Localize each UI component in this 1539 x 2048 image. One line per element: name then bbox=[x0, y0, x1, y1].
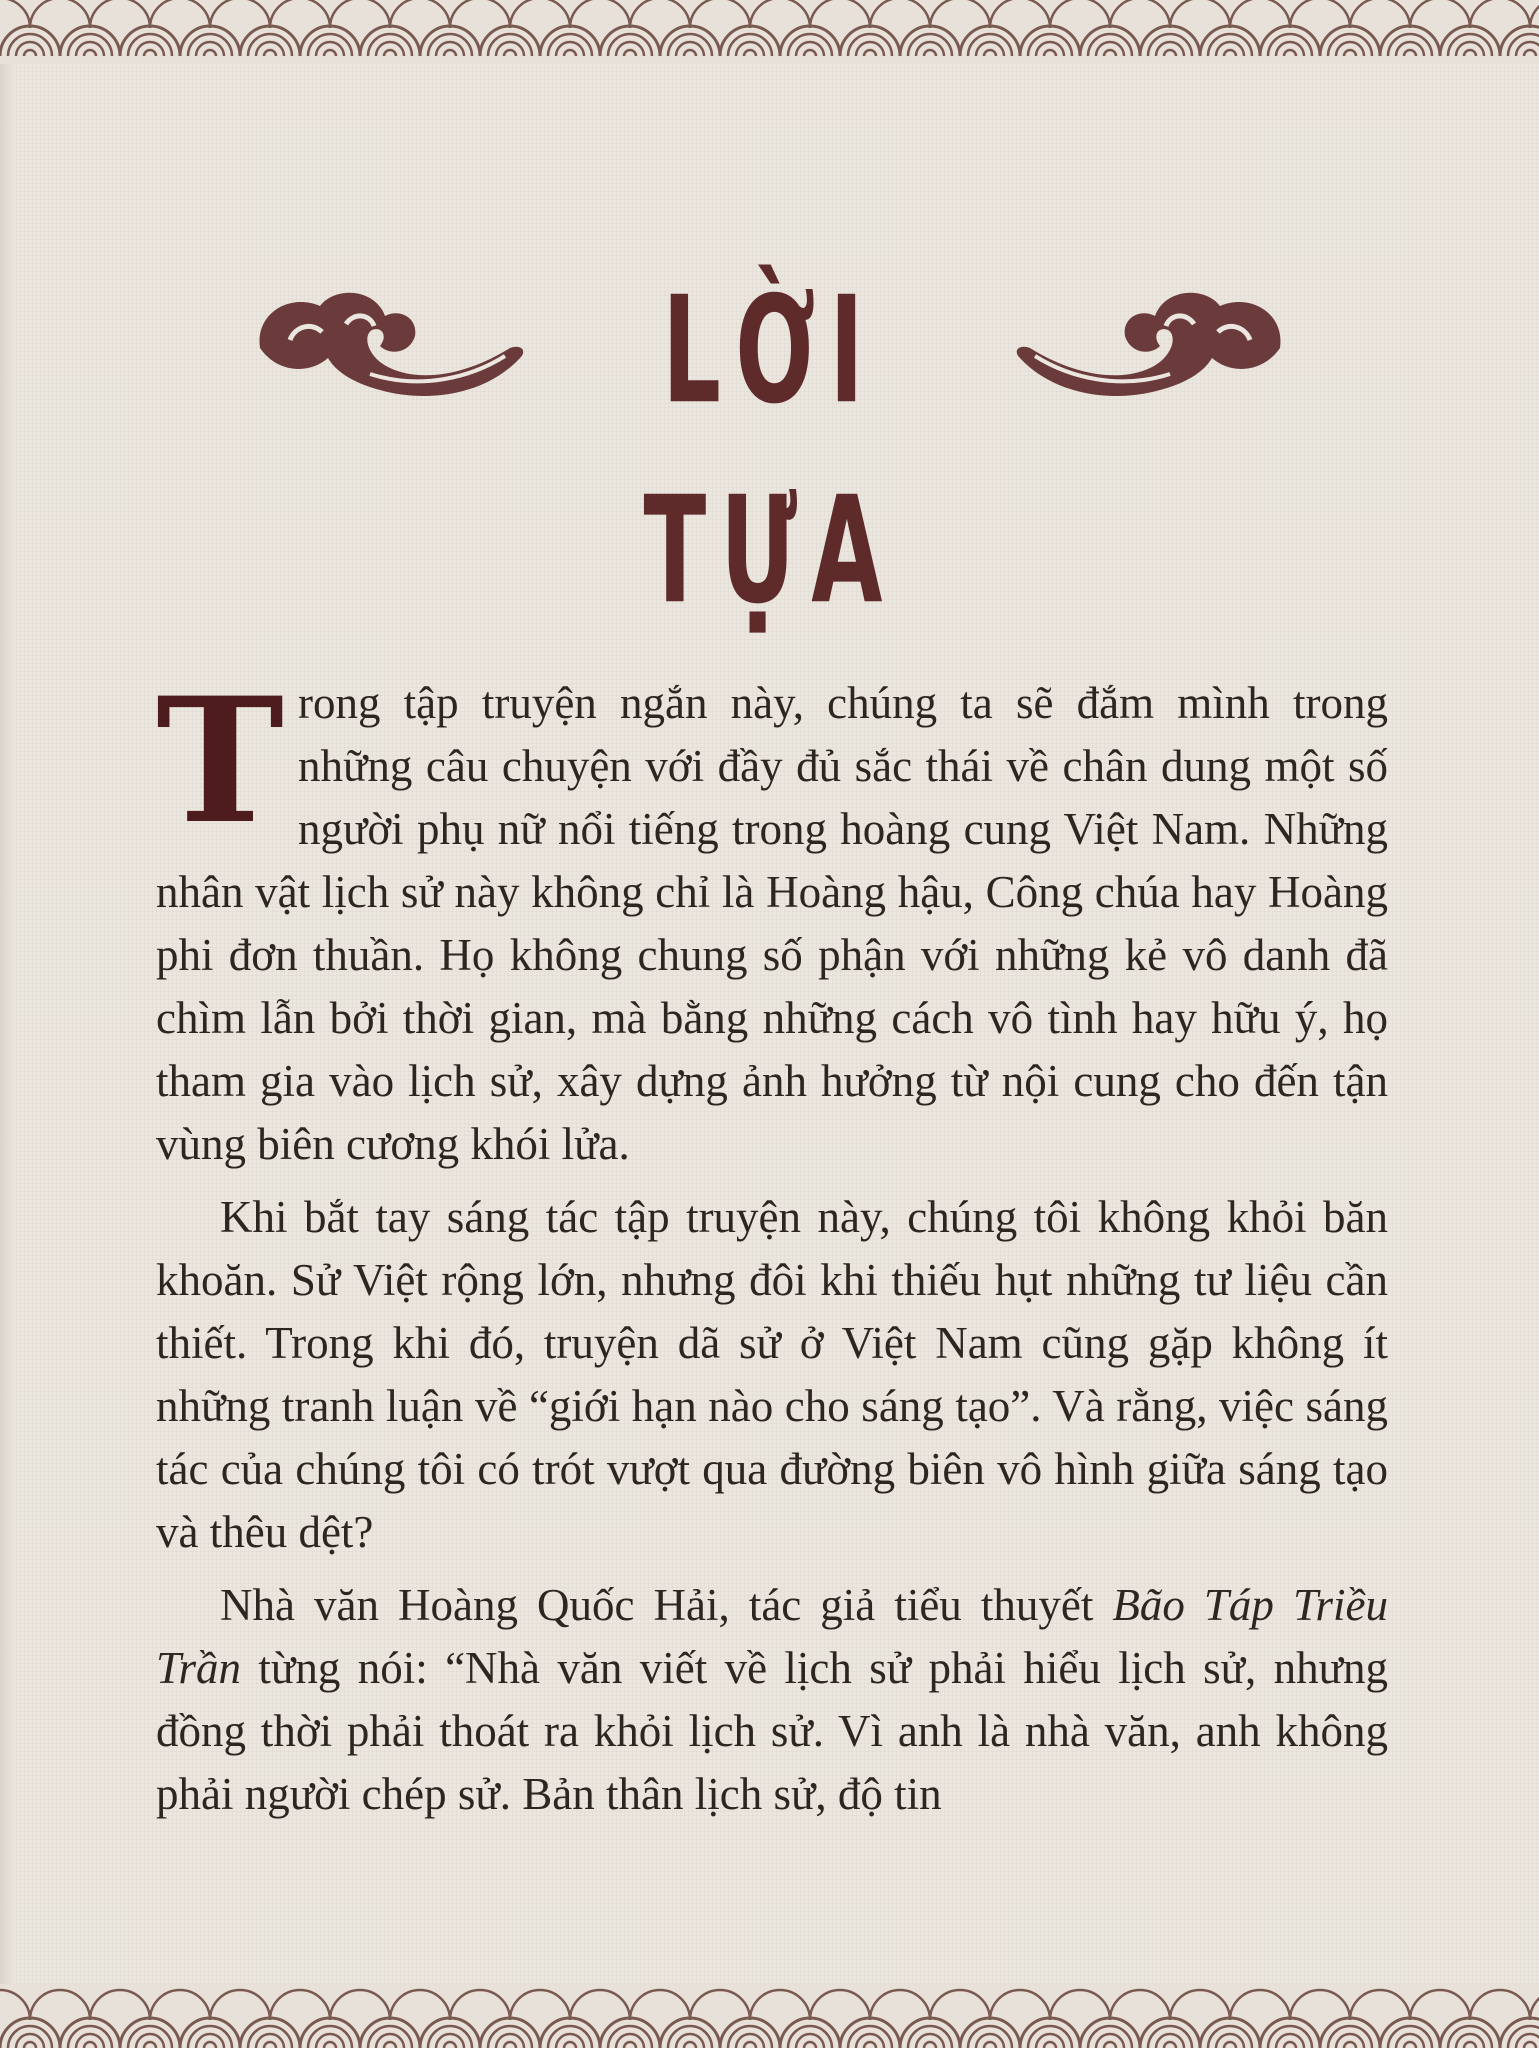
paragraph-3-text-before: Nhà văn Hoàng Quốc Hải, tác giả tiểu thuyết bbox=[220, 1580, 1113, 1630]
page-gutter bbox=[0, 0, 16, 2048]
cloud-swirl-ornament-icon bbox=[250, 278, 530, 408]
paragraph-1 bbox=[156, 659, 1388, 1176]
cloud-swirl-ornament-icon bbox=[1010, 278, 1290, 408]
body-text bbox=[156, 659, 1389, 1836]
paragraph-2: Khi bắt tay sáng tác tập truyện này, chúng tôi không khỏi băn khoăn. Sử Việt rộng lớn, nhưng đôi khi thiếu hụt những tư liệu cần thiết. Trong khi đó, truyện dã sử ở Việt Nam cũng gặp không ít những tranh luận về “giới hạn nào cho sáng tạo”. Và rằng, việc sáng tác của chúng tôi có trót vượt qua đường biên vô hình giữa sáng tạo và thêu dệt? bbox=[156, 1192, 1388, 1557]
bottom-wave-border bbox=[0, 1984, 1539, 2048]
paragraph-3 bbox=[156, 1574, 1388, 1826]
top-wave-border bbox=[0, 0, 1539, 64]
paragraph-3-text-after: từng nói: “Nhà văn viết về lịch sử phải hiểu lịch sử, nhưng đồng thời phải thoát ra khỏi lịch sử. Vì anh là nhà văn, anh không phải người chép sử. Bản thân lịch sử, độ tin bbox=[156, 1643, 1388, 1819]
drop-cap: T bbox=[156, 659, 284, 862]
book-title-italic: Bão Táp Triều Trần bbox=[156, 1580, 1389, 1693]
paragraph-1-text: rong tập truyện ngắn này, chúng ta sẽ đắm mình trong những câu chuyện với đầy đủ sắc thái về chân dung một số người phụ nữ nổi tiếng trong hoàng cung Việt Nam. Những nhân vật lịch sử này không chỉ là Hoàng hậu, Công chúa hay Hoàng phi đơn thuần. Họ không chung số phận với những kẻ vô danh đã chìm lẫn bởi thời gian, mà bằng những cách vô tình hay hữu ý, họ tham gia vào lịch sử, xây dựng ảnh hưởng từ nội cung cho đến tận vùng biên cương khói lửa. bbox=[156, 678, 1388, 1169]
page-title: LỜI TỰA bbox=[643, 263, 897, 637]
title-row bbox=[250, 263, 1290, 637]
